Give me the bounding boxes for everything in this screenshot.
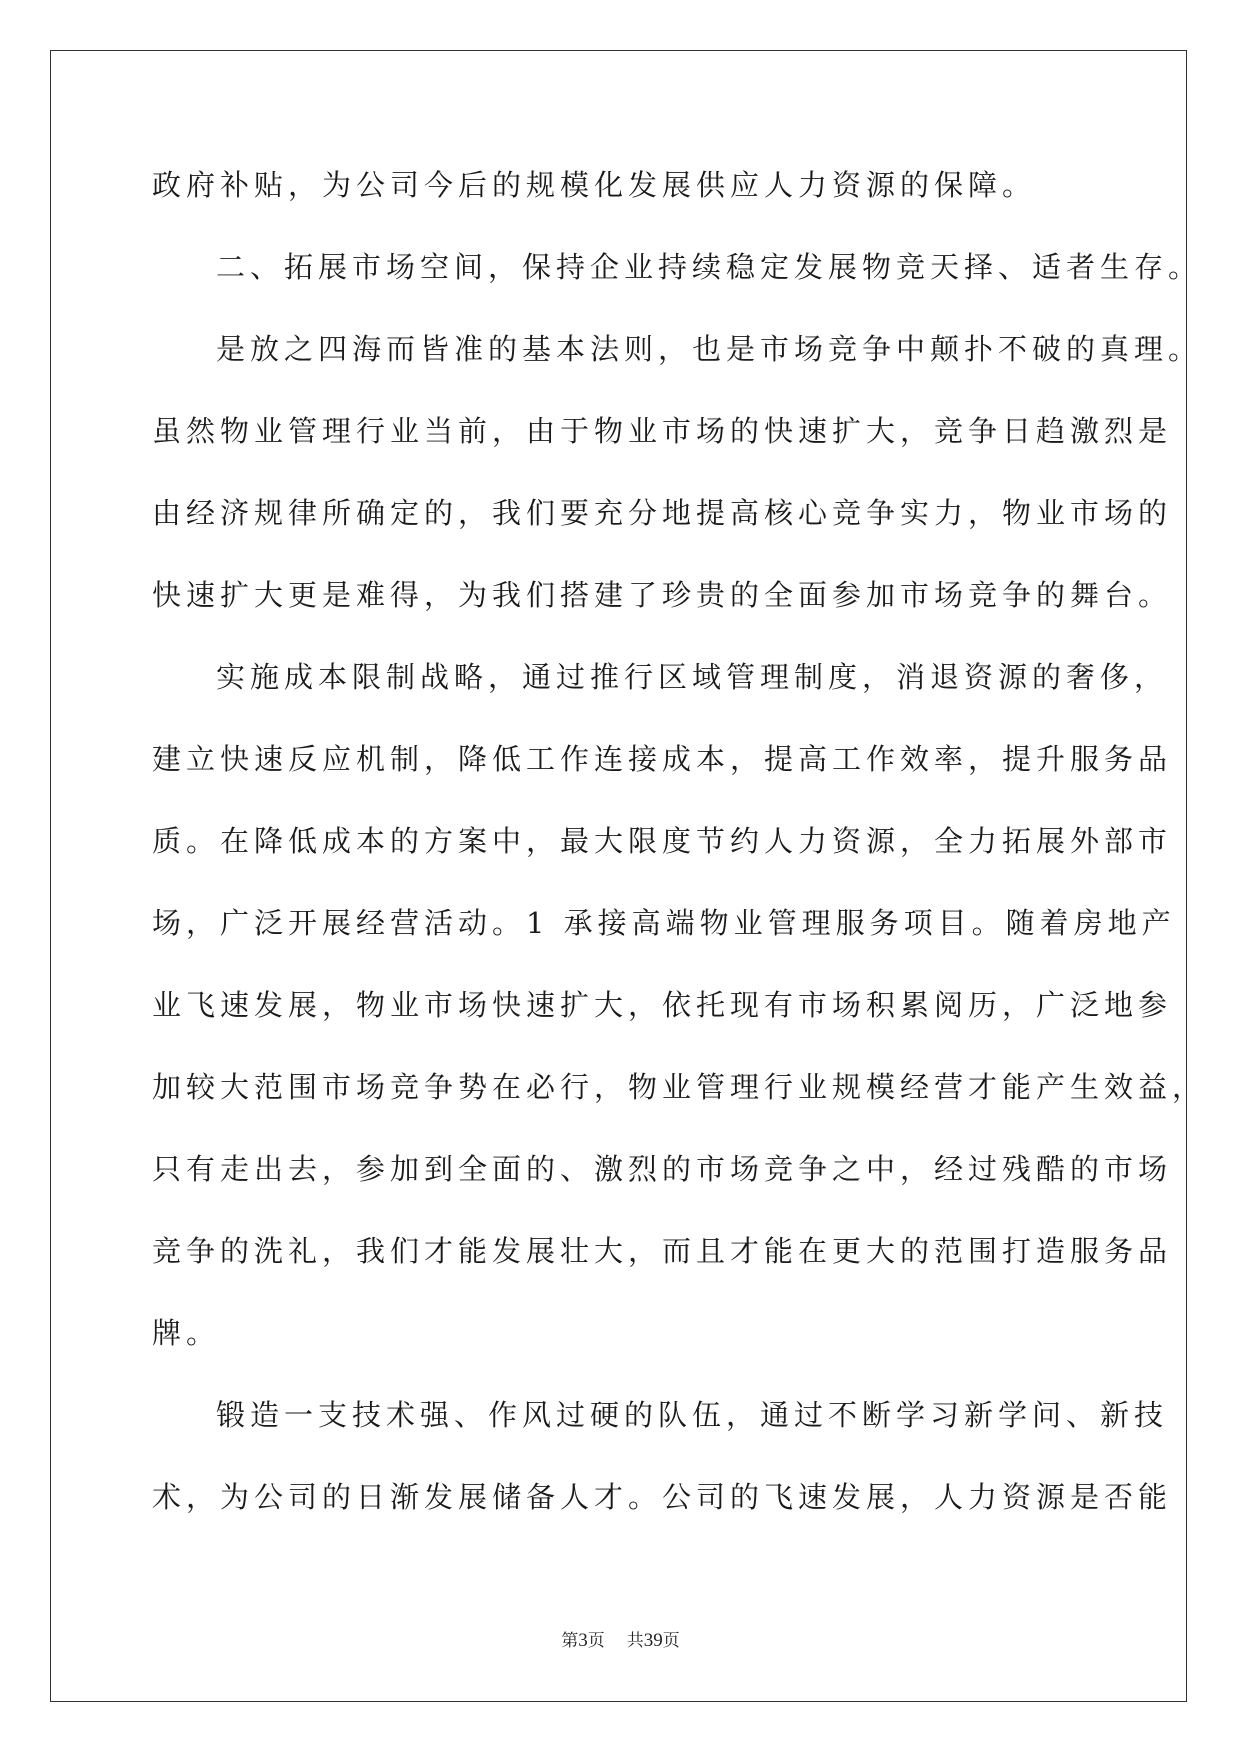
text-line: 竞争的洗礼，我们才能发展壮大，而且才能在更大的范围打造服务品 bbox=[152, 1234, 1173, 1268]
page-suffix: 页 bbox=[587, 1631, 605, 1651]
text-line: 业飞速发展，物业市场快速扩大，依托现有市场积累阅历，广泛地参 bbox=[152, 988, 1173, 1022]
text-line: 术，为公司的日渐发展储备人才。公司的飞速发展，人力资源是否能 bbox=[152, 1480, 1173, 1514]
total-suffix: 页 bbox=[662, 1631, 680, 1651]
text-line: 是放之四海而皆准的基本法则，也是市场竞争中颠扑不破的真理。 bbox=[216, 332, 1203, 366]
text-line: 牌。 bbox=[152, 1316, 221, 1350]
text-line: 质。在降低成本的方案中，最大限度节约人力资源，全力拓展外部市 bbox=[152, 824, 1173, 858]
text-line: 锻造一支技术强、作风过硬的队伍，通过不断学习新学问、新技 bbox=[216, 1398, 1169, 1432]
text-line: 只有走出去，参加到全面的、激烈的市场竞争之中，经过残酷的市场 bbox=[152, 1152, 1173, 1186]
document-body bbox=[152, 160, 1207, 1554]
page-prefix: 第 bbox=[561, 1631, 579, 1651]
text-line: 场，广泛开展经营活动。1 承接高端物业管理服务项目。随着房地产 bbox=[152, 906, 1176, 940]
text-line: 加较大范围市场竞争势在必行，物业管理行业规模经营才能产生效益， bbox=[152, 1070, 1207, 1104]
text-line: 二、拓展市场空间，保持企业持续稳定发展物竞天择、适者生存。 bbox=[216, 250, 1203, 284]
current-page-number: 3 bbox=[578, 1630, 588, 1651]
text-line: 政府补贴，为公司今后的规模化发展供应人力资源的保障。 bbox=[152, 168, 1037, 202]
total-page-count: 39 bbox=[643, 1630, 663, 1651]
text-line: 由经济规律所确定的，我们要充分地提高核心竞争实力，物业市场的 bbox=[152, 496, 1173, 530]
text-line: 快速扩大更是难得，为我们搭建了珍贵的全面参加市场竞争的舞台。 bbox=[152, 578, 1173, 612]
total-prefix: 共 bbox=[626, 1631, 644, 1651]
page-footer bbox=[0, 1631, 1241, 1651]
text-line: 虽然物业管理行业当前，由于物业市场的快速扩大，竞争日趋激烈是 bbox=[152, 414, 1173, 448]
text-line: 建立快速反应机制，降低工作连接成本，提高工作效率，提升服务品 bbox=[152, 742, 1173, 776]
text-line: 实施成本限制战略，通过推行区域管理制度，消退资源的奢侈， bbox=[216, 660, 1169, 694]
